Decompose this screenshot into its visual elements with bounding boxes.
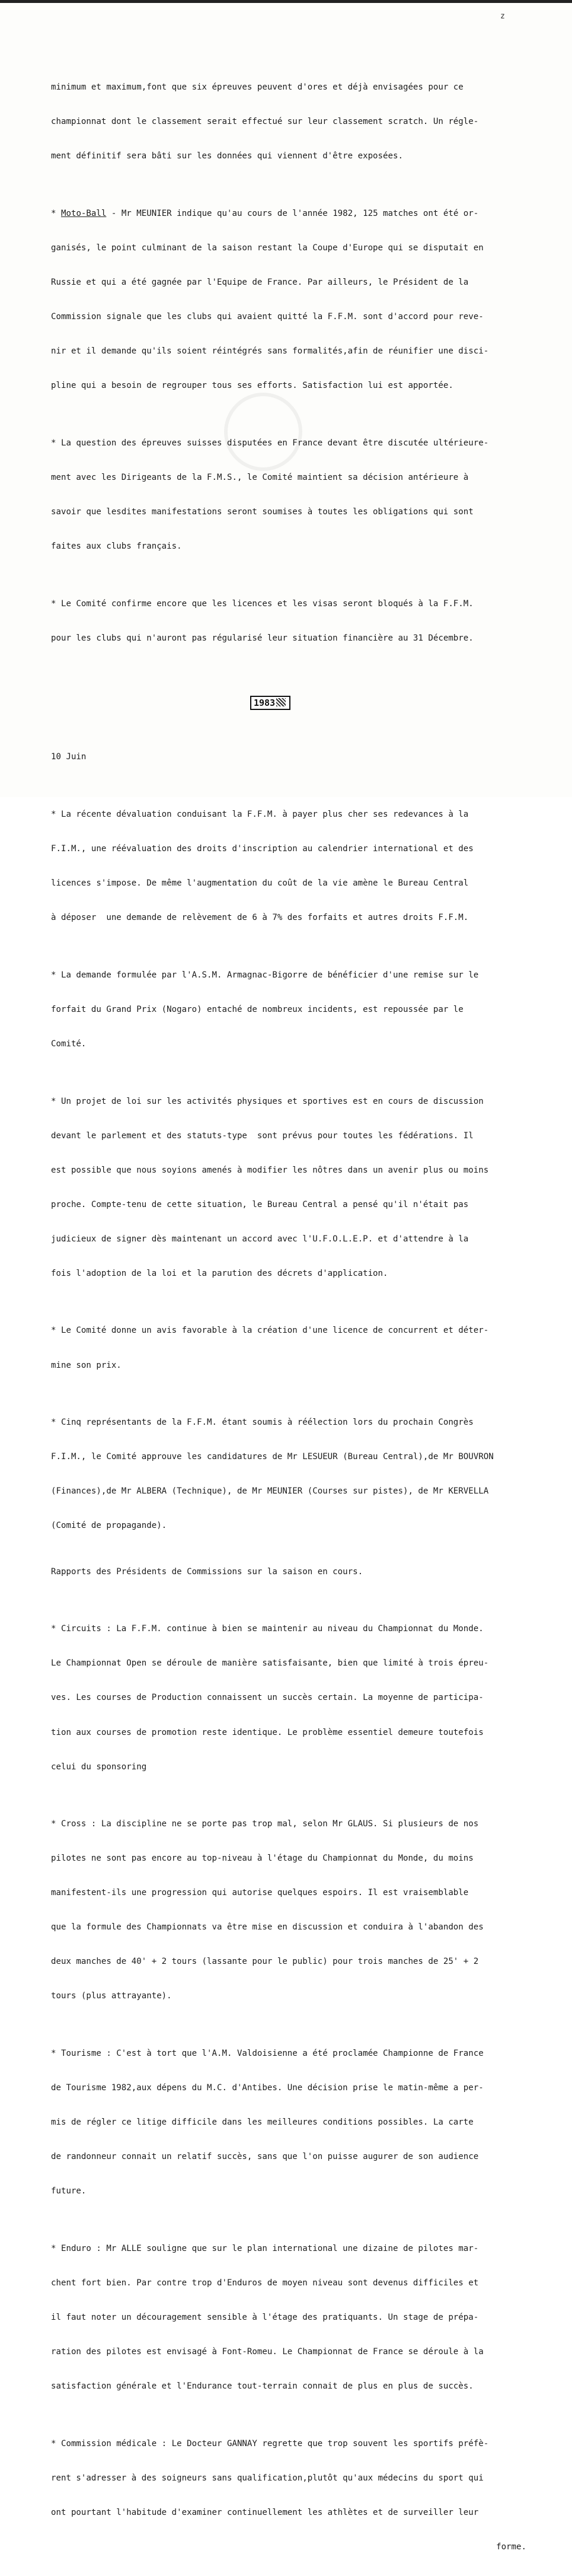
year-heading-row — [51, 690, 543, 717]
motoball-first-line — [51, 208, 543, 219]
text-line: * La récente dévaluation conduisant la F.F.M. à payer plus cher ses redevances à la — [51, 810, 469, 819]
text-line: nir et il demande qu'ils soient réintégrés sans formalités,afin de réunifier une disci- — [51, 346, 489, 356]
text-line: judicieux de signer dès maintenant un accord avec l'U.F.O.L.E.P. et d'attendre à la — [51, 1234, 469, 1244]
text-line: * Commission médicale : Le Docteur GANNAY regrette que trop souvent les sportifs préfè- — [51, 2438, 489, 2448]
text-line: chent fort bien. Par contre trop d'Enduros de moyen niveau sont devenus difficiles et — [51, 2278, 479, 2288]
text-line: mis de régler ce litige difficile dans les meilleures conditions possibles. La carte — [51, 2118, 474, 2128]
text-line: F.I.M., le Comité approuve les candidatures de Mr LESUEUR (Bureau Central),de Mr BOUVRON — [51, 1452, 494, 1462]
text-line: ves. Les courses de Production connaissent un succès certain. La moyenne de participa- — [51, 1693, 484, 1703]
text-line: proche. Compte-tenu de cette situation, le Bureau Central a pensé qu'il n'était pas — [51, 1199, 469, 1209]
text-line: ont pourtant l'habitude d'examiner continuellement les athlètes et de surveiller leur — [51, 2507, 479, 2517]
text-line: * Le Comité donne un avis favorable à la création d'une licence de concurrent et déter- — [51, 1326, 489, 1336]
text-line: ment définitif sera bâti sur les données qui viennent d'être exposées. — [51, 151, 403, 161]
text-line: * Tourisme : C'est à tort que l'A.M. Valdoisienne a été proclamée Championne de France — [51, 2049, 484, 2059]
typed-text-body — [51, 47, 543, 2576]
text-line: il faut noter un découragement sensible à l'étage des pratiquants. Un stage de prépa- — [51, 2313, 479, 2323]
rapports-heading: Rapports des Présidents de Commissions sur la saison en cours. — [51, 1566, 363, 1577]
ink-smudge-icon — [276, 698, 286, 706]
text-line: minimum et maximum,font que six épreuves peuvent d'ores et déjà envisagées pour ce — [51, 82, 464, 93]
text-line: satisfaction générale et l'Endurance tout-terrain connait de plus en plus de succès. — [51, 2381, 474, 2392]
date-line: 10 Juin — [51, 752, 87, 762]
text-line: forfait du Grand Prix (Nogaro) entaché de nombreux incidents, est repoussée par le — [51, 1004, 464, 1014]
text-line: Russie et qui a été gagnée par l'Equipe de France. Par ailleurs, le Président de la — [51, 277, 469, 287]
text-line: que la formule des Championnats va être mise en discussion et conduira à l'abandon des — [51, 1922, 484, 1932]
text-line: (Comité de propagande). — [51, 1521, 167, 1531]
text-line: Comité. — [51, 1039, 87, 1049]
text-line: * Cinq représentants de la F.F.M. étant soumis à réélection lors du prochain Congrès — [51, 1418, 474, 1428]
text-line: pilotes ne sont pas encore au top-niveau à l'étage du Championnat du Monde, du moins — [51, 1854, 474, 1864]
text-line: deux manches de 40' + 2 tours (lassante pour le public) pour trois manches de 25' + 2 — [51, 1957, 479, 1967]
motoball-first-text: - Mr MEUNIER indique qu'au cours de l'année 1982, 125 matches ont été or- — [106, 208, 479, 218]
text-line: pour les clubs qui n'auront pas régularisé leur situation financière au 31 Décembre. — [51, 633, 474, 643]
text-line: manifestent-ils une progression qui autorise quelques espoirs. Il est vraisemblable — [51, 1888, 469, 1898]
text-line: fois l'adoption de la loi et la parution des décrets d'application. — [51, 1268, 388, 1278]
text-line: Commission signale que les clubs qui avaient quitté la F.F.M. sont d'accord pour reve- — [51, 311, 484, 321]
page-marker: z — [500, 12, 505, 21]
year-heading: 1983 — [254, 698, 276, 709]
text-line: * Cross : La discipline ne se porte pas trop mal, selon Mr GLAUS. Si plusieurs de nos — [51, 1819, 479, 1829]
text-line: de Tourisme 1982,aux dépens du M.C. d'Antibes. Une décision prise le matin-même a per- — [51, 2083, 484, 2093]
text-line: * La question des épreuves suisses disputées en France devant être discutée ultérieure- — [51, 438, 489, 448]
text-line: ganisés, le point culminant de la saison restant la Coupe d'Europe qui se disputait en — [51, 243, 484, 253]
text-line: (Finances),de Mr ALBERA (Technique), de Mr MEUNIER (Courses sur pistes), de Mr KERVELLA — [51, 1486, 489, 1496]
last-word-line: forme. — [496, 2542, 526, 2552]
text-line: savoir que lesdites manifestations seront soumises à toutes les obligations qui sont — [51, 507, 474, 517]
text-line: devant le parlement et des statuts-type sont prévus pour toutes les fédérations. Il — [51, 1131, 474, 1141]
text-line: de randonneur connait un relatif succès, sans que l'on puisse augurer de son audience — [51, 2152, 479, 2162]
text-line: championnat dont le classement serait effectué sur leur classement scratch. Un régle- — [51, 117, 479, 127]
text-line: celui du sponsoring — [51, 1762, 147, 1772]
text-line: Le Championnat Open se déroule de manière satisfaisante, bien que limité à trois épreu- — [51, 1658, 489, 1668]
text-line: F.I.M., une réévaluation des droits d'inscription au calendrier international et des — [51, 844, 474, 854]
text-line: mine son prix. — [51, 1360, 122, 1370]
text-line: * Enduro : Mr ALLE souligne que sur le plan international une dizaine de pilotes mar- — [51, 2243, 479, 2253]
year-heading-box — [250, 696, 290, 710]
text-line: tours (plus attrayante). — [51, 1991, 172, 2001]
motoball-label: Moto-Ball — [60, 208, 107, 218]
text-line: licences s'impose. De même l'augmentation du coût de la vie amène le Bureau Central — [51, 878, 469, 889]
text-line: pline qui a besoin de regrouper tous ses efforts. Satisfaction lui est apportée. — [51, 380, 453, 390]
text-line: à déposer une demande de relèvement de 6 à 7% des forfaits et autres droits F.F.M. — [51, 913, 469, 923]
text-line: ment avec les Dirigeants de la F.M.S., le Comité maintient sa décision antérieure à — [51, 472, 469, 482]
text-line: * La demande formulée par l'A.S.M. Armagnac-Bigorre de bénéficier d'une remise sur le — [51, 970, 479, 980]
top-border-rule — [0, 0, 572, 3]
text-line: tion aux courses de promotion reste identique. Le problème essentiel demeure toutefois — [51, 1727, 484, 1737]
text-line: * Le Comité confirme encore que les licences et les visas seront bloqués à la F.F.M. — [51, 598, 474, 609]
text-line: faites aux clubs français. — [51, 541, 182, 551]
text-line: est possible que nous soyions amenés à modifier les nôtres dans un avenir plus ou moins — [51, 1165, 489, 1175]
text-line: future. — [51, 2186, 87, 2196]
text-line: rent s'adresser à des soigneurs sans qualification,plutôt qu'aux médecins du sport qui — [51, 2473, 484, 2483]
bullet-asterisk: * — [51, 208, 61, 218]
text-line: * Un projet de loi sur les activités physiques et sportives est en cours de discussion — [51, 1096, 484, 1106]
text-line: ration des pilotes est envisagé à Font-Romeu. Le Championnat de France se déroule à la — [51, 2347, 484, 2357]
text-line: * Circuits : La F.F.M. continue à bien se maintenir au niveau du Championnat du Monde. — [51, 1624, 484, 1634]
